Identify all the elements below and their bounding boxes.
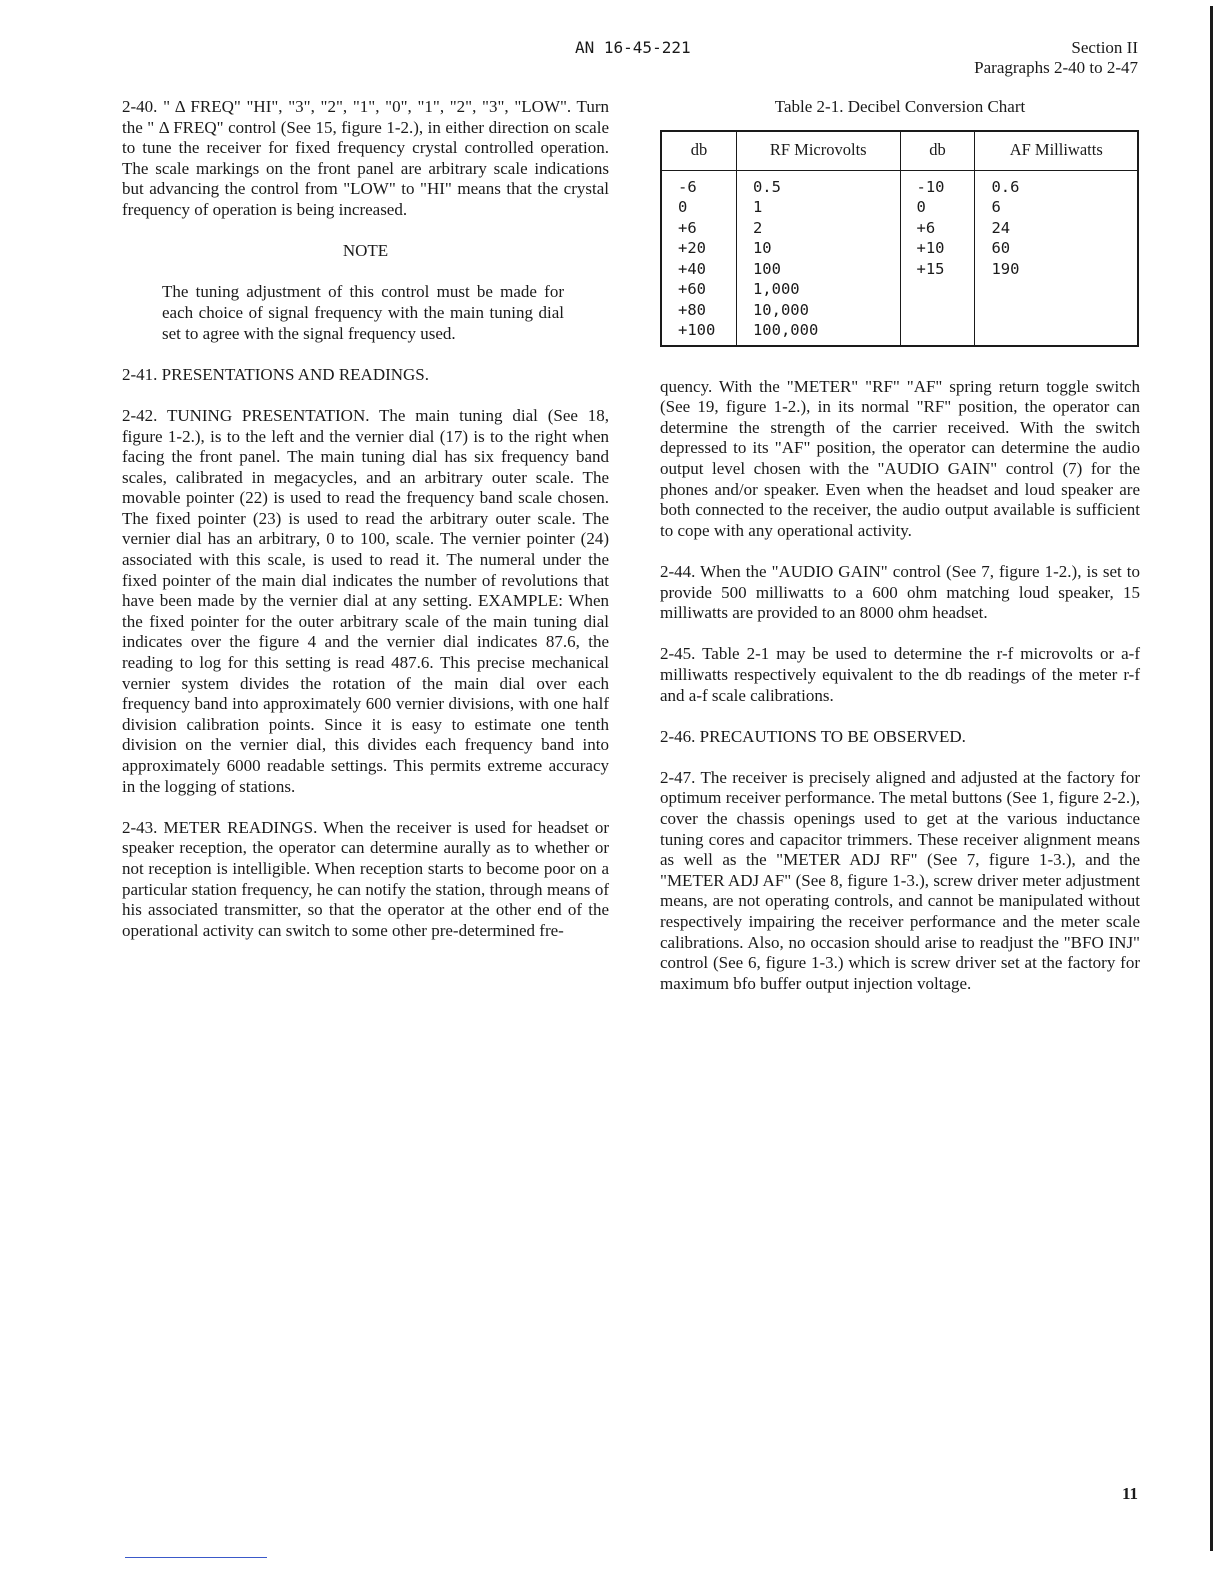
table-cell: 2 [736,218,900,239]
table-row [661,238,1138,259]
note-heading: NOTE [342,241,389,261]
table-cell: +15 [900,259,975,280]
table-cell: +60 [661,279,736,300]
table-cell: 0.6 [975,170,1138,197]
table-cell: +80 [661,300,736,321]
note-body: The tuning adjustment of this control must be made for each choice of signal frequency with the main tuning dial set to agree with the signal frequency used. [162,282,564,343]
right-column [660,97,1140,1015]
paragraph-2-43-continued: quency. With the "METER" "RF" "AF" spring return toggle switch (See 19, figure 1-2.), in its normal "RF" position, the operator can determine the strength of the carrier received. With the switch depressed to its "AF" position, the operator can determine the audio output level chosen with the "AUDIO GAIN" control (7) for the phones and/or speaker. Even when the headset and loud speaker are both connected to the receiver, the audio output available is sufficient to cope with any operational activity. [660,376,1140,540]
table-cell: 1,000 [736,279,900,300]
table-header-row [661,131,1138,171]
paragraph-2-42: 2-42. TUNING PRESENTATION. The main tuning dial (See 18, figure 1-2.), is to the left and the vernier dial (17) is to the right when facing the front panel. The main tuning dial has six frequency band scales, calibrated in megacycles, and an arbitrary outer scale. The movable pointer (22) is used to read the frequency band scale chosen. The fixed pointer (23) is used to read the arbitrary outer scale. The vernier dial has an arbitrary, 0 to 100, scale. The vernier pointer (24) associated with this scale, is used to read it. The numeral under the fixed pointer of the main dial indicates the number of revolutions that have been made by the vernier dial at any setting. EXAMPLE: When the fixed pointer for the outer arbitrary scale of the main tuning dial indicates over the figure 4 and the vernier dial indicates 87.6, the reading to log for this setting is read 487.6. This precise mechanical vernier system divides the rotation of the main dial over each frequency band into approximately 600 vernier divisions, with one half division calibration points. Since it is easy to estimate one tenth division on the vernier dial, this divides each frequency band into approximately 6000 readable settings. This permits extreme accuracy in the logging of stations. [122,405,609,796]
section-header [974,38,1138,78]
table-cell: +20 [661,238,736,259]
footer-rule [125,1557,267,1558]
table-cell: 10,000 [736,300,900,321]
section-label: Section II [1071,38,1138,57]
left-column [122,97,609,962]
paragraph-2-45: 2-45. Table 2-1 may be used to determine the r-f microvolts or a-f milliwatts respectively equivalent to the db readings of the meter r-f and a-f scale calibrations. [660,644,1140,705]
col-header-rf-microvolts: RF Microvolts [736,131,900,171]
table-row [661,320,1138,346]
paragraph-2-47: 2-47. The receiver is precisely aligned and adjusted at the factory for optimum receiver performance. The metal buttons (See 1, figure 2-2.), cover the chassis openings used to get at the various inductance tuning cores and capacitor trimmers. These receiver alignment means as well as the "METER ADJ RF" (See 7, figure 1-3.), and the "METER ADJ AF" (See 8, figure 1-3.), screw driver meter adjustment means, are not operating controls, and cannot be manipulated without respectively impairing the receiver performance and the meter scale calibrations. Also, no occasion should arise to readjust the "BFO INJ" control (See 6, figure 1-3.) which is screw driver set at the factory for maximum bfo buffer output injection voltage. [660,767,1140,993]
table-cell: 60 [975,238,1138,259]
table-cell [900,300,975,321]
table-cell: 24 [975,218,1138,239]
table-row [661,218,1138,239]
table-cell: 6 [975,197,1138,218]
table-title: Table 2-1. Decibel Conversion Chart [774,97,1026,116]
table-row [661,259,1138,280]
table-cell: 100,000 [736,320,900,346]
table-cell: 100 [736,259,900,280]
paragraph-2-43: 2-43. METER READINGS. When the receiver is used for headset or speaker reception, the operator can determine aurally as to whether or not reception is intelligible. When reception starts to become poor on a particular station frequency, he can notify the station, through means of his associated transmitter, so that the operator at the other end of the operational activity can switch to some other pre-determined fre- [122,817,609,940]
paragraph-2-41-heading: 2-41. PRESENTATIONS AND READINGS. [122,364,430,384]
table-cell [975,300,1138,321]
paragraph-2-40: 2-40. " Δ FREQ" "HI", "3", "2", "1", "0", "1", "2", "3", "LOW". Turn the " Δ FREQ" control (See 15, figure 1-2.), in either direction on scale to tune the receiver for fixed frequency crystal controlled operation. The scale markings on the front panel are arbitrary scale indications but advancing the control from "LOW" to "HI" means that the crystal frequency of operation is being increased. [122,97,609,219]
table-cell: 1 [736,197,900,218]
table-cell: -10 [900,170,975,197]
table-cell: 10 [736,238,900,259]
table-cell [975,320,1138,346]
table-cell: +40 [661,259,736,280]
table-row [661,170,1138,197]
table-row [661,300,1138,321]
table-cell: -6 [661,170,736,197]
table-cell [900,320,975,346]
doc-number: AN 16-45-221 [575,38,691,57]
table-row [661,197,1138,218]
table-cell [900,279,975,300]
table-cell: 0 [661,197,736,218]
col-header-db-af: db [900,131,975,171]
paragraph-2-46-heading: 2-46. PRECAUTIONS TO BE OBSERVED. [660,726,966,746]
table-cell: 190 [975,259,1138,280]
table-cell [975,279,1138,300]
table-cell: +6 [661,218,736,239]
table-cell: +100 [661,320,736,346]
table-row [661,279,1138,300]
page-edge-border [1210,6,1213,1551]
col-header-af-milliwatts: AF Milliwatts [975,131,1138,171]
table-cell: +10 [900,238,975,259]
paragraph-2-44: 2-44. When the "AUDIO GAIN" control (See 7, figure 1-2.), is set to provide 500 milliwatts to a 600 ohm matching loud speaker, 15 milliwatts are provided to an 8000 ohm headset. [660,561,1140,623]
table-cell: +6 [900,218,975,239]
decibel-conversion-table [660,130,1139,347]
paragraph-range: Paragraphs 2-40 to 2-47 [974,58,1138,77]
table-cell: 0.5 [736,170,900,197]
table-cell: 0 [900,197,975,218]
page-number: 11 [1122,1484,1139,1503]
col-header-db-rf: db [661,131,736,171]
